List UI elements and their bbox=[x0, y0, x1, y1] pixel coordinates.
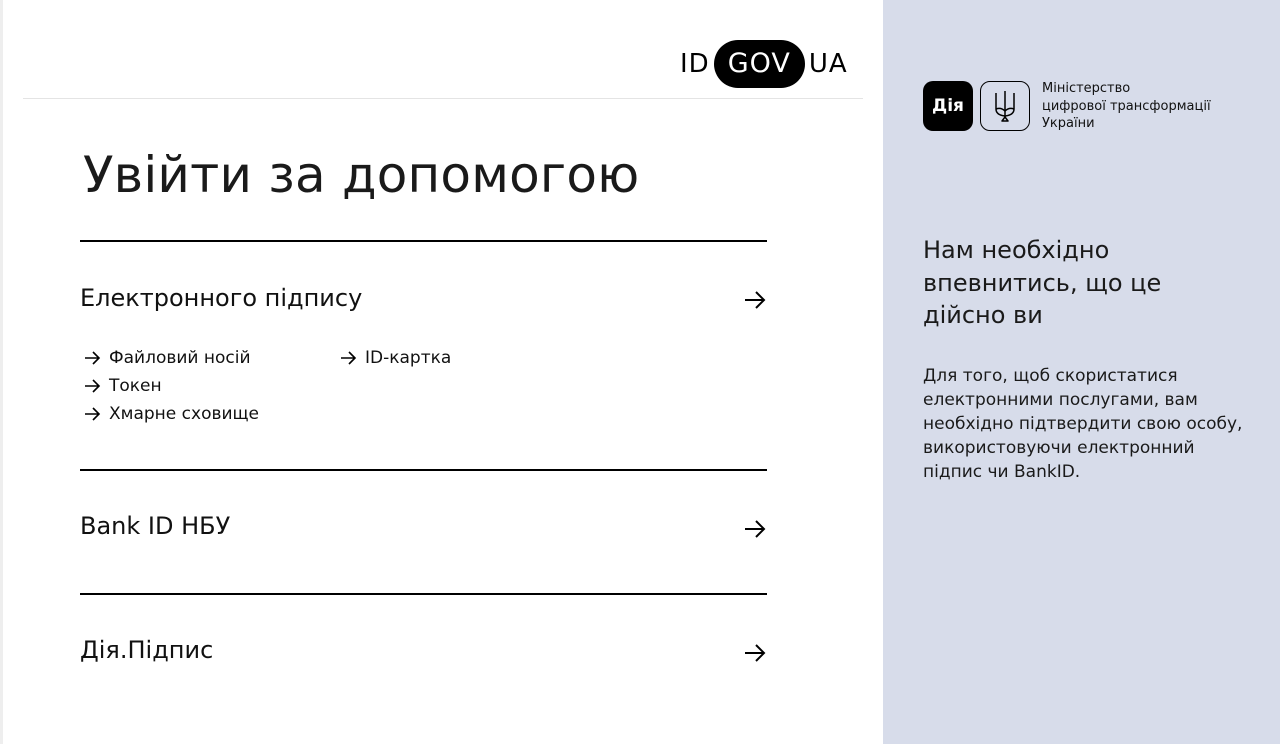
sub-item-label: Токен bbox=[109, 376, 162, 396]
option-divider-1 bbox=[80, 240, 767, 242]
diia-logo: Дія bbox=[923, 81, 973, 131]
trident-icon bbox=[992, 89, 1018, 123]
sub-item-label: ID-картка bbox=[365, 348, 452, 368]
id-gov-ua-logo[interactable] bbox=[680, 40, 848, 88]
info-sidebar bbox=[883, 0, 1280, 744]
option-diia-signature-label: Дія.Підпис bbox=[80, 636, 214, 664]
signature-methods-list-1 bbox=[83, 344, 259, 428]
signature-methods-list-2 bbox=[339, 344, 451, 372]
option-divider-2 bbox=[80, 469, 767, 471]
sub-item-token[interactable] bbox=[83, 372, 259, 400]
ministry-name bbox=[1042, 80, 1222, 133]
arrow-right-small-icon bbox=[83, 349, 101, 367]
arrow-right-icon[interactable] bbox=[743, 288, 767, 312]
option-divider-3 bbox=[80, 593, 767, 595]
header-divider bbox=[23, 98, 863, 99]
arrow-right-small-icon bbox=[83, 405, 101, 423]
ministry-name-line-3: України bbox=[1042, 116, 1095, 131]
verification-description: Для того, щоб скористатися електронними послугами, вам необхідно підтвердити свою особу, використовуючи електронний підпис чи BankID. bbox=[923, 366, 1243, 482]
sub-item-cloud-storage[interactable] bbox=[83, 400, 259, 428]
verification-heading: Нам необхідно впевнитись, що це дійсно ви bbox=[923, 236, 1162, 329]
arrow-right-small-icon bbox=[83, 377, 101, 395]
option-bank-id-label: Bank ID НБУ bbox=[80, 512, 231, 540]
logo-id-text: ID bbox=[680, 49, 710, 79]
ministry-name-line-1: Міністерство bbox=[1042, 81, 1131, 96]
sub-item-label: Файловий носій bbox=[109, 348, 251, 368]
page-title: Увійти за допомогою bbox=[83, 146, 640, 204]
ministry-name-line-2: цифрової трансформації bbox=[1042, 98, 1211, 114]
option-electronic-signature-label: Електронного підпису bbox=[80, 284, 363, 312]
sub-item-label: Хмарне сховище bbox=[109, 404, 260, 424]
arrow-right-small-icon bbox=[339, 349, 357, 367]
logo-ua-text: UA bbox=[808, 49, 848, 79]
logo-gov-pill: GOV bbox=[714, 40, 805, 88]
trident-badge bbox=[980, 81, 1030, 131]
sub-item-file-carrier[interactable] bbox=[83, 344, 259, 372]
arrow-right-icon[interactable] bbox=[743, 641, 767, 665]
ministry-brand bbox=[923, 80, 1222, 133]
arrow-right-icon[interactable] bbox=[743, 517, 767, 541]
sub-item-id-card[interactable] bbox=[339, 344, 451, 372]
main-panel bbox=[3, 0, 883, 744]
